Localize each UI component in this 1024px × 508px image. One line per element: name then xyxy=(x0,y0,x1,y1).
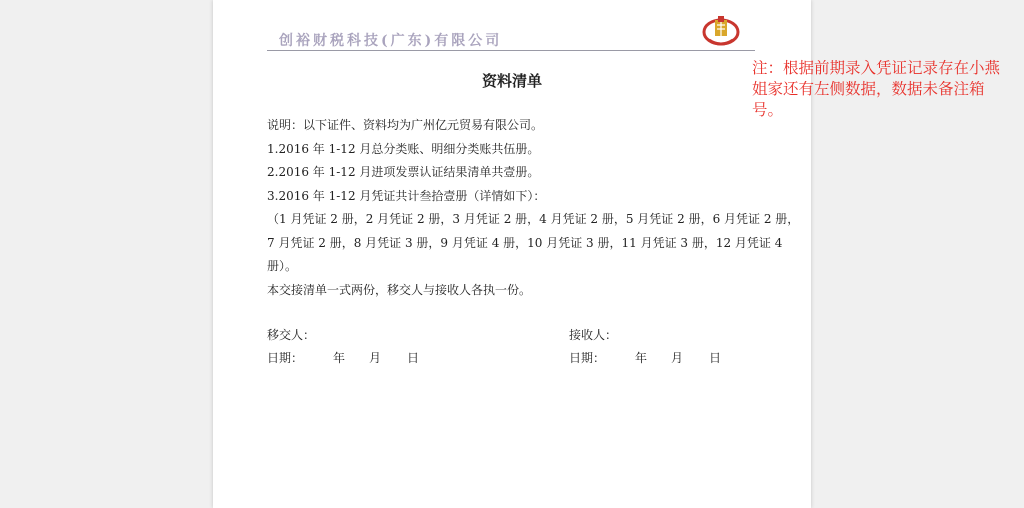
document-body xyxy=(267,114,800,302)
company-name: 创裕财税科技(广东)有限公司 xyxy=(279,33,503,49)
paragraph-detail-line-1: （1 月凭证 2 册，2 月凭证 2 册，3 月凭证 2 册，4 月凭证 2 册，5 月凭证 2 册，6 月凭证 2 册， xyxy=(267,212,800,226)
paragraph-item-3: 3.2016 年 1-12 月凭证共计叁拾壹册（详情如下）： xyxy=(267,188,546,203)
paragraph-detail-line-3: 册）。 xyxy=(267,259,298,273)
paragraph-detail-line-2: 7 月凭证 2 册，8 月凭证 3 册，9 月凭证 4 册，10 月凭证 3 册，11 月凭证 3 册，12 月凭证 4 xyxy=(267,235,783,250)
annotation-note: 注：根据前期录入凭证记录存在小燕姐家还有左侧数据，数据未备注箱号。 xyxy=(752,59,1001,119)
day-label: 日 xyxy=(407,351,420,365)
paragraph-closing: 本交接清单一式两份，移交人与接收人各执一份。 xyxy=(267,282,532,297)
paragraph-intro: 说明：以下证件、资料均为广州亿元贸易有限公司。 xyxy=(267,118,544,132)
paragraph-item-1: 1.2016 年 1-12 月总分类账、明细分类账共伍册。 xyxy=(267,141,540,156)
document-title: 资料清单 xyxy=(481,72,542,90)
year-label: 年 xyxy=(635,351,648,365)
transferor-date-line xyxy=(267,349,419,366)
transferor-label: 移交人： xyxy=(267,328,316,342)
year-label: 年 xyxy=(333,351,346,365)
day-label: 日 xyxy=(709,351,722,365)
document-page xyxy=(213,0,811,508)
receiver-label: 接收人： xyxy=(569,328,618,342)
receiver-date-line xyxy=(569,349,721,366)
date-label: 日期： xyxy=(267,351,304,365)
company-logo-icon xyxy=(701,14,741,48)
date-label: 日期： xyxy=(569,351,606,365)
month-label: 月 xyxy=(369,351,382,365)
paragraph-item-2: 2.2016 年 1-12 月进项发票认证结果清单共壹册。 xyxy=(267,165,540,179)
month-label: 月 xyxy=(671,351,684,365)
letterhead xyxy=(267,28,755,51)
